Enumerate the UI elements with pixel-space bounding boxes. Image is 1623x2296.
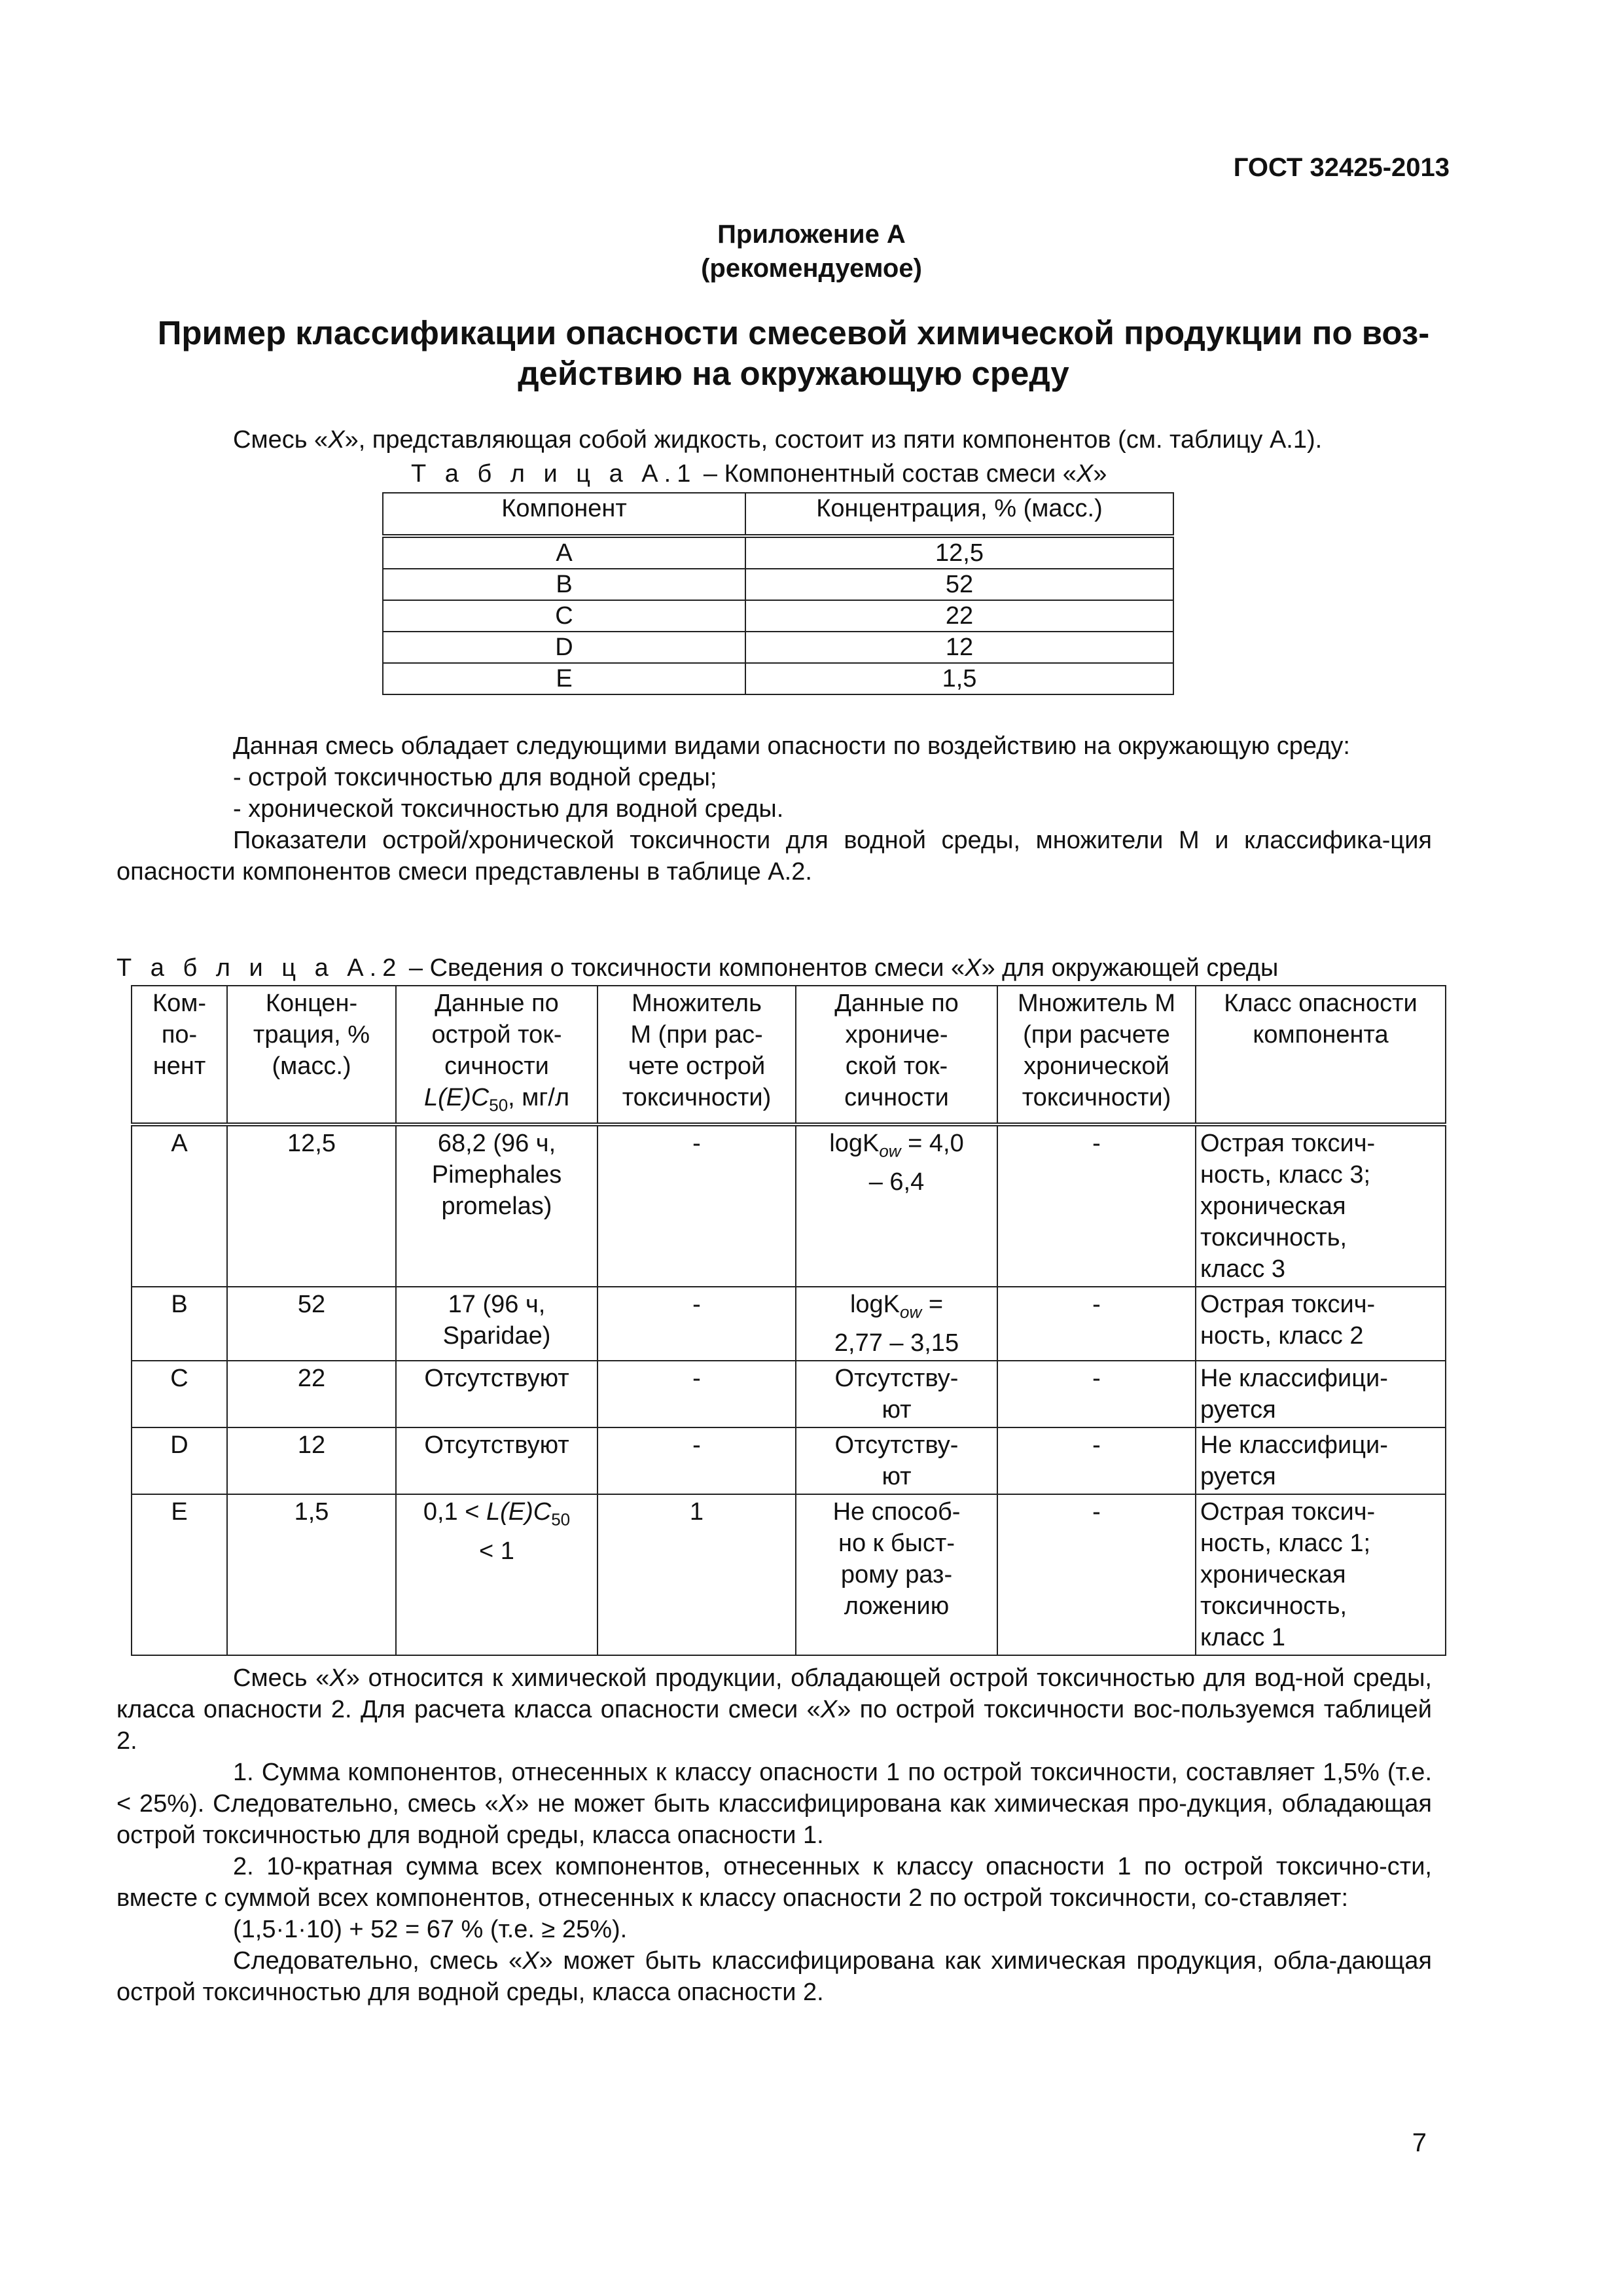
table2-caption-label: Т а б л и ц а А.2	[116, 954, 402, 982]
hazard-class-cell: Острая токсич- ность, класс 1; хроническая токсичность, класс 1	[1196, 1494, 1446, 1655]
hazard-class-cell: Не классифици- руется	[1196, 1361, 1446, 1427]
component-cell: E	[132, 1494, 227, 1655]
acute-toxicity-cell: 17 (96 ч, Sparidae)	[396, 1287, 597, 1361]
hazards-intro-paragraph: Данная смесь обладает следующими видами опасности по воздействию на окружающую среду:	[233, 732, 1350, 760]
column-header: Класс опасности компонента	[1196, 986, 1446, 1124]
table2-caption-text: – Сведения о токсичности компонентов смеси «X» для окружающей среды	[402, 954, 1279, 982]
column-header: Концентрация, % (масс.)	[745, 493, 1173, 536]
section-title	[144, 313, 1443, 394]
document-number: ГОСТ 32425-2013	[1233, 153, 1450, 182]
acute-toxicity-cell: Отсутствуют	[396, 1427, 597, 1494]
column-header: Множитель М (при рас- чете острой токсичности)	[597, 986, 796, 1124]
acute-toxicity-cell: $0,1 < L(E)C_{50}$ < 1	[396, 1494, 597, 1655]
chronic-multiplier-cell: -	[997, 1287, 1196, 1361]
table-header-row	[383, 493, 1173, 536]
hazard-class-cell: Острая токсич- ность, класс 2	[1196, 1287, 1446, 1361]
chronic-multiplier-cell: -	[997, 1124, 1196, 1287]
conclusion-paragraph-3: 2. 10-кратная сумма всех компонентов, отнесенных к классу опасности 1 по острой токсично-сти, вместе с суммой всех компонентов, отнесенных к классу опасности 2 по острой токсичности, со-ставляет:	[116, 1853, 1432, 1912]
hazard-item-chronic: - хронической токсичностью для водной среды.	[233, 795, 784, 823]
hazards-block	[116, 730, 1432, 888]
table2-caption	[116, 952, 1278, 984]
intro-block	[116, 424, 1432, 456]
table-row	[383, 536, 1173, 569]
concentration-cell: 12	[745, 632, 1173, 663]
column-header: Данные по острой ток- сичности $L(E)C_{50}$, мг/л	[396, 986, 597, 1124]
acute-toxicity-cell: 68,2 (96 ч, Pimephales promelas)	[396, 1124, 597, 1287]
component-cell: B	[383, 569, 745, 600]
composition-table-body	[383, 493, 1173, 694]
table-row	[132, 1494, 1446, 1655]
chronic-toxicity-cell: Отсутству- ют	[796, 1361, 997, 1427]
hazard-item-acute: - острой токсичностью для водной среды;	[233, 764, 717, 791]
chronic-toxicity-cell: logK$_{ow}$ = 2,77 – 3,15	[796, 1287, 997, 1361]
acute-multiplier-cell: -	[597, 1124, 796, 1287]
acute-multiplier-cell: -	[597, 1427, 796, 1494]
chronic-multiplier-cell: -	[997, 1494, 1196, 1655]
toxicity-table-body	[132, 986, 1446, 1655]
conclusion-formula: (1,5·1·10) + 52 = 67 % (т.е. ≥ 25%).	[233, 1916, 628, 1943]
concentration-cell: 52	[227, 1287, 396, 1361]
component-cell: C	[383, 600, 745, 632]
composition-table	[382, 492, 1174, 695]
component-cell: B	[132, 1287, 227, 1361]
acute-multiplier-cell: -	[597, 1361, 796, 1427]
acute-multiplier-cell: 1	[597, 1494, 796, 1655]
column-header: Концен- трация, % (масс.)	[227, 986, 396, 1124]
column-header: Ком- по- нент	[132, 986, 227, 1124]
component-cell: D	[383, 632, 745, 663]
concentration-cell: 12,5	[745, 536, 1173, 569]
annex-status: (рекомендуемое)	[701, 254, 922, 283]
toxicity-table	[131, 985, 1446, 1656]
conclusion-paragraph-1: Смесь «X» относится к химической продукции, обладающей острой токсичностью для вод-ной среды, класса опасности 2. Для расчета класса опасности смеси «X» по острой токсичности вос-пользуемся таблицей 2.	[116, 1664, 1432, 1755]
table1-caption-label: Т а б л и ц а А.1	[411, 460, 697, 488]
hazard-class-cell: Острая токсич- ность, класс 3; хроническая токсичность, класс 3	[1196, 1124, 1446, 1287]
conclusion-block	[116, 1662, 1432, 2008]
table-row	[132, 1287, 1446, 1361]
concentration-cell: 52	[745, 569, 1173, 600]
table-row	[132, 1427, 1446, 1494]
acute-multiplier-cell: -	[597, 1287, 796, 1361]
concentration-cell: 1,5	[227, 1494, 396, 1655]
section-title-line1: Пример классификации опасности смесевой химической продукции по воз-	[157, 314, 1430, 351]
chronic-toxicity-cell: Отсутству- ют	[796, 1427, 997, 1494]
component-cell: E	[383, 663, 745, 694]
table-row	[383, 600, 1173, 632]
table-row	[383, 569, 1173, 600]
hazards-indicators-paragraph: Показатели острой/хронической токсичности для водной среды, множители М и классифика-ция опасности компонентов смеси представлены в таблице А.2.	[116, 827, 1432, 886]
chronic-toxicity-cell: Не способ- но к быст- рому раз- ложению	[796, 1494, 997, 1655]
table1-caption-text: – Компонентный состав смеси «X»	[696, 460, 1107, 488]
table-row	[383, 663, 1173, 694]
table1-caption	[411, 458, 1107, 490]
column-header: Данные по хрониче- ской ток- сичности	[796, 986, 997, 1124]
component-cell: A	[383, 536, 745, 569]
annex-title: Приложение А	[717, 220, 906, 249]
concentration-cell: 22	[227, 1361, 396, 1427]
chronic-multiplier-cell: -	[997, 1427, 1196, 1494]
conclusion-paragraph-4: Следовательно, смесь «X» может быть классифицирована как химическая продукция, обла-дающая острой токсичностью для водной среды, класса опасности 2.	[116, 1947, 1432, 2006]
component-cell: C	[132, 1361, 227, 1427]
chronic-multiplier-cell: -	[997, 1361, 1196, 1427]
table-row	[383, 632, 1173, 663]
column-header: Компонент	[383, 493, 745, 536]
concentration-cell: 1,5	[745, 663, 1173, 694]
table-row	[132, 1361, 1446, 1427]
intro-paragraph: Смесь «X», представляющая собой жидкость, состоит из пяти компонентов (см. таблицу А.1).	[233, 426, 1323, 454]
conclusion-paragraph-2: 1. Сумма компонентов, отнесенных к классу опасности 1 по острой токсичности, составляет 1,5% (т.е. < 25%). Следовательно, смесь «X» не может быть классифицирована как химическая про-дукция, обладающая острой токсичностью для водной среды, класса опасности 1.	[116, 1759, 1432, 1849]
section-title-line2: действию на окружающую среду	[518, 355, 1069, 392]
hazard-class-cell: Не классифици- руется	[1196, 1427, 1446, 1494]
page-number: 7	[1412, 2128, 1427, 2157]
column-header: Множитель М (при расчете хронической токсичности)	[997, 986, 1196, 1124]
component-cell: A	[132, 1124, 227, 1287]
concentration-cell: 22	[745, 600, 1173, 632]
table-row	[132, 1124, 1446, 1287]
annex-heading	[0, 217, 1623, 285]
table-header-row	[132, 986, 1446, 1124]
concentration-cell: 12	[227, 1427, 396, 1494]
concentration-cell: 12,5	[227, 1124, 396, 1287]
chronic-toxicity-cell: logK$_{ow}$ = 4,0 – 6,4	[796, 1124, 997, 1287]
acute-toxicity-cell: Отсутствуют	[396, 1361, 597, 1427]
component-cell: D	[132, 1427, 227, 1494]
